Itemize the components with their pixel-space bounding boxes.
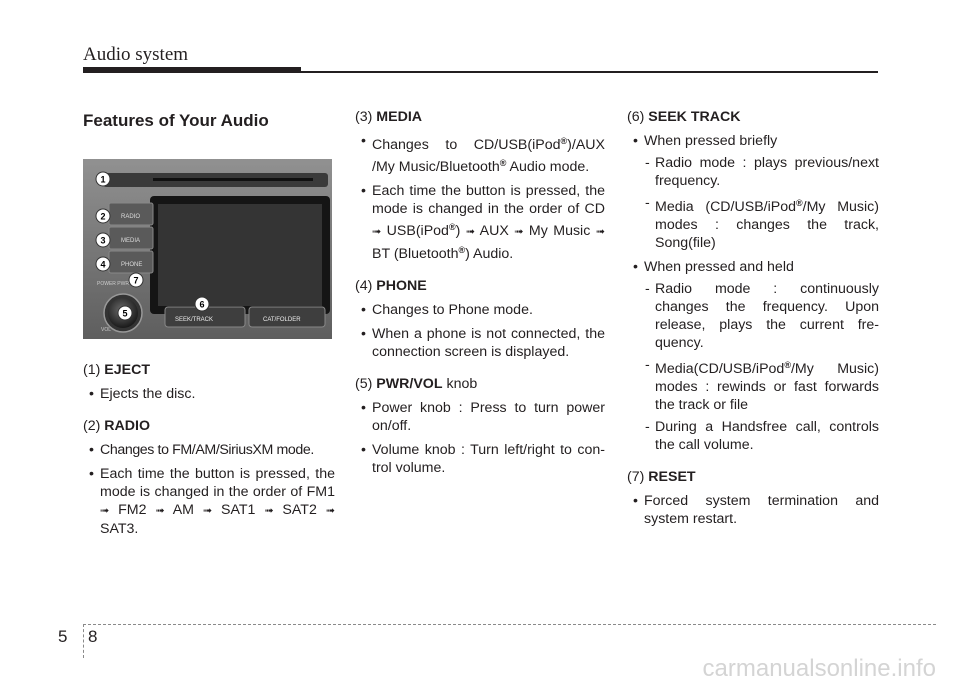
item-pwr-heading: (5) PWR/VOL knob [355, 376, 478, 392]
item-eject-bullet: • Ejects the disc. [83, 385, 335, 403]
item-reset-heading: (7) RESET [627, 469, 696, 485]
item-media-bullet-1: • Changes to CD/USB(iPod®)/AUX /My Music/Bluetooth® Audio mode. [355, 132, 605, 176]
item-reset-bullet-1: • Forced system termination and system restart. [627, 492, 879, 528]
footer-rule [83, 624, 936, 625]
item-seek-dash-3: - Radio mode : continuously changes the frequency. Upon release, plays the current fre- quency. [627, 280, 879, 352]
badge-4: 4 [100, 259, 106, 270]
badge-1: 1 [100, 174, 106, 185]
column-3 [627, 108, 879, 528]
item-seek-dash-5: - During a Handsfree call, controls the call volume. [627, 418, 879, 454]
item-media-heading: (3) MEDIA [355, 109, 423, 125]
item-phone-bullet-2: • When a phone is not connected, the connection screen is displayed. [355, 325, 605, 361]
badge-3: 3 [100, 235, 106, 246]
photo-label-radio: RADIO [121, 214, 141, 220]
header-title: Audio system [83, 44, 189, 65]
badge-7: 7 [133, 275, 139, 286]
item-media-bullet-2: • Each time the button is pressed, the mode is changed in the order of CD ➟ USB(iPod®) ➟ AUX ➟ My Music ➟ BT (Bluetooth®) Audio. [355, 182, 605, 263]
item-radio-heading: (2) RADIO [83, 418, 151, 434]
item-radio-bullet-2: • Each time the button is pressed, the mode is changed in the order of FM1 ➟ FM2 ➟ AM ➟ SAT1 ➟ SAT2 ➟ SAT3. [83, 465, 335, 538]
badge-6: 6 [199, 299, 205, 310]
column-2 [355, 108, 605, 477]
section-title: Features of Your Audio [83, 111, 269, 130]
item-seek-bullet-2: • When pressed and held [627, 258, 879, 276]
watermark: carmanualsonline.info [702, 655, 936, 682]
photo-label-phone: PHONE [121, 262, 143, 268]
item-seek-dash-4: - Media(CD/USB/iPod®/My Music) modes : rewinds or fast forwards the track or file [627, 356, 879, 414]
footer-divider [83, 624, 84, 658]
item-phone-heading: (4) PHONE [355, 278, 427, 294]
header-rule-accent [83, 67, 301, 73]
photo-label-cat: CAT/FOLDER [263, 317, 301, 323]
item-phone-bullet-1: • Changes to Phone mode. [355, 301, 605, 319]
item-seek-heading: (6) SEEK TRACK [627, 109, 741, 125]
item-seek-dash-1: - Radio mode : plays previous/next frequency. [627, 154, 879, 190]
photo-label-power: POWER PWR [97, 281, 129, 287]
item-radio-bullet-1: • Changes to FM/AM/SiriusXM mode. [83, 441, 335, 459]
item-seek-dash-2: - Media (CD/USB/iPod®/My Music) modes : changes the track, Song(file) [627, 194, 879, 252]
photo-label-media: MEDIA [121, 238, 141, 244]
item-pwr-bullet-2: • Volume knob : Turn left/right to con- trol volume. [355, 441, 605, 477]
item-eject-heading: (1) EJECT [83, 362, 151, 378]
item-seek-bullet-1: • When pressed briefly [627, 132, 879, 150]
page-number: 8 [88, 627, 98, 646]
badge-5: 5 [122, 308, 128, 319]
photo-label-seek: SEEK/TRACK [175, 317, 214, 323]
page-chapter: 5 [58, 627, 68, 646]
badge-2: 2 [100, 211, 106, 222]
audio-unit-photo [83, 159, 332, 339]
photo-label-vol: VOL [101, 327, 112, 333]
item-pwr-bullet-1: • Power knob : Press to turn power on/off. [355, 399, 605, 435]
column-1 [83, 108, 335, 538]
